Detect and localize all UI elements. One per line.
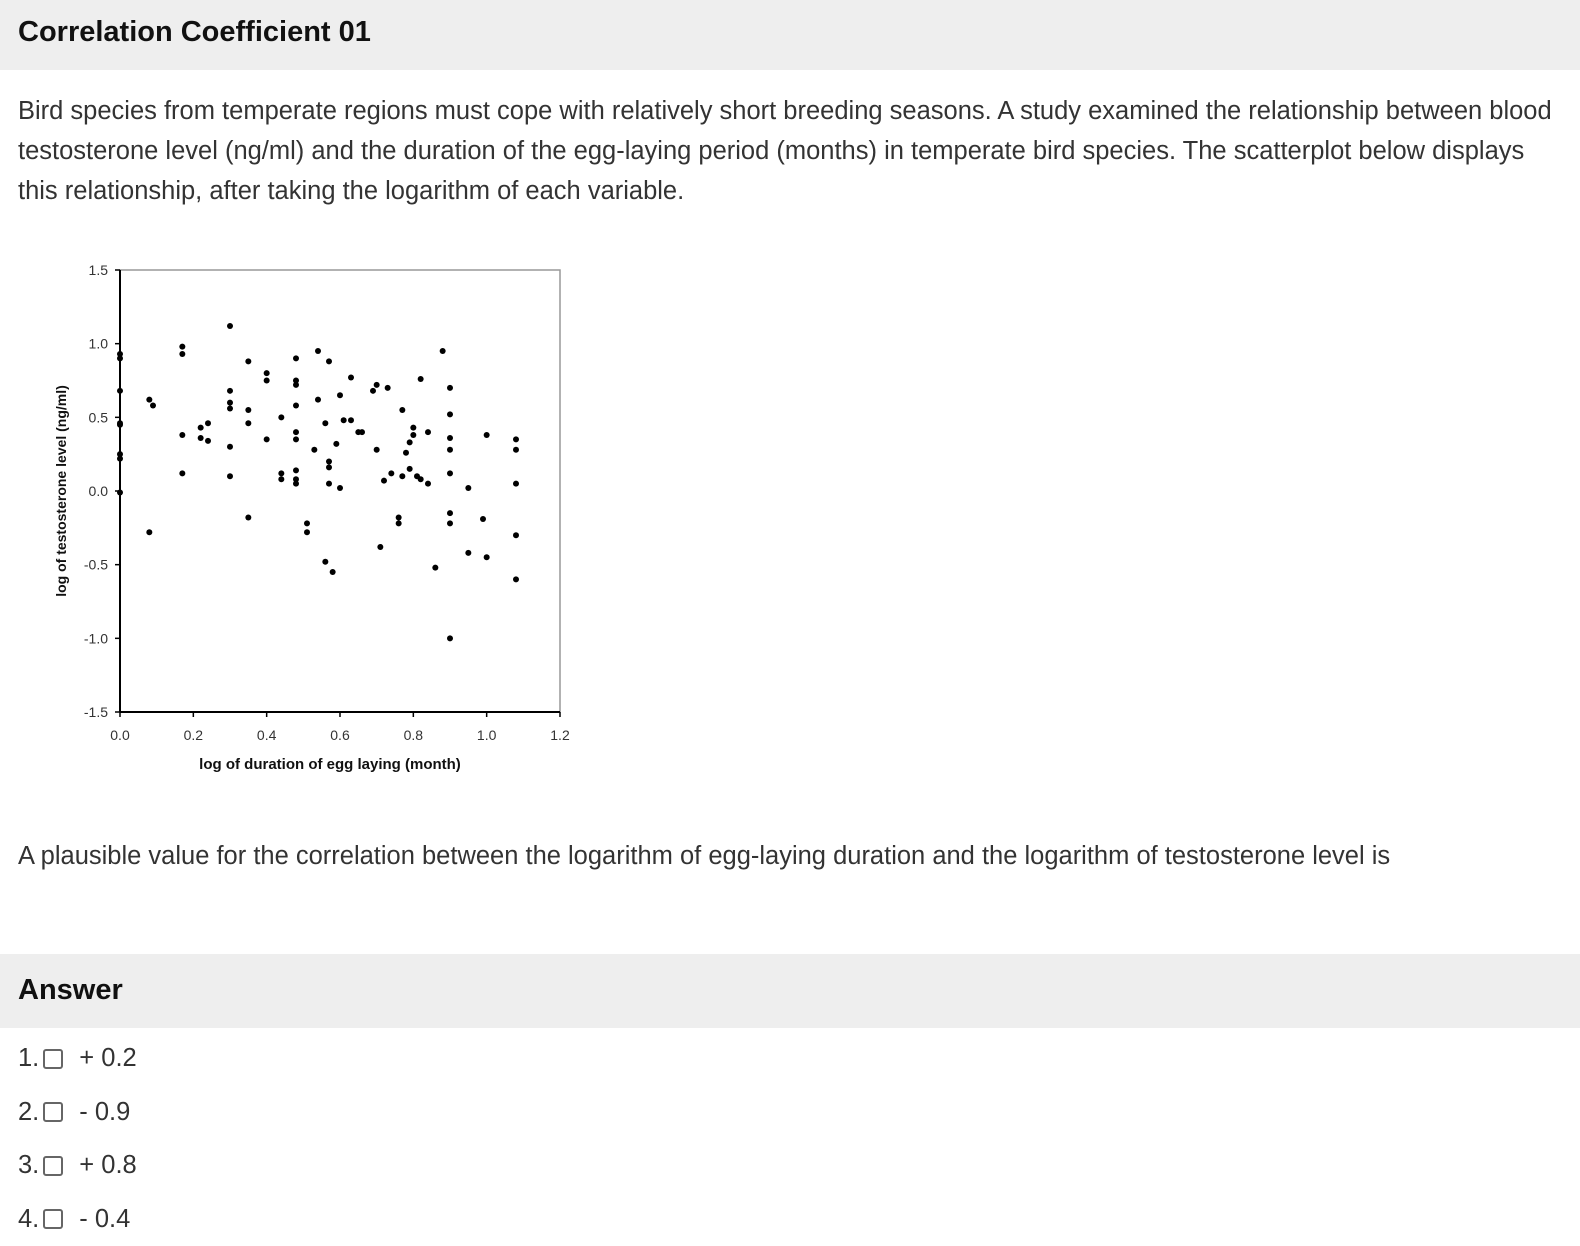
data-point (399, 473, 405, 479)
data-point (403, 450, 409, 456)
data-point (377, 544, 383, 550)
data-point (407, 466, 413, 472)
question-prompt: A plausible value for the correlation between the logarithm of egg-laying duration and the logarithm of testosterone level is (18, 842, 1391, 870)
data-point (278, 470, 284, 476)
data-point (447, 385, 453, 391)
data-point (245, 358, 251, 364)
data-point (117, 388, 123, 394)
checkbox[interactable] (43, 1209, 63, 1229)
data-point (513, 436, 519, 442)
checkbox[interactable] (43, 1102, 63, 1122)
data-point (341, 417, 347, 423)
x-tick-label: 0.8 (403, 727, 424, 743)
data-point (381, 478, 387, 484)
data-point (407, 439, 413, 445)
data-point (245, 407, 251, 413)
data-point (245, 420, 251, 426)
data-point (410, 425, 416, 431)
data-point (513, 576, 519, 582)
page-title: Correlation Coefficient 01 (18, 16, 371, 48)
data-point (388, 470, 394, 476)
y-tick-label: -1.0 (83, 630, 108, 647)
data-point (293, 355, 299, 361)
x-tick-label: 0.4 (256, 727, 277, 743)
data-point (513, 481, 519, 487)
y-tick-label: -1.5 (83, 704, 108, 720)
answer-option-2[interactable] (18, 1086, 137, 1140)
option-number: 2. (18, 1097, 40, 1126)
option-label: - 0.9 (79, 1097, 131, 1126)
data-point (315, 348, 321, 354)
data-point (322, 420, 328, 426)
x-tick-label: 0.0 (110, 727, 130, 743)
data-point (264, 436, 270, 442)
data-point (205, 438, 211, 444)
data-point (348, 375, 354, 381)
option-number: 4. (18, 1204, 40, 1233)
option-label: + 0.8 (79, 1151, 137, 1180)
data-point (337, 392, 343, 398)
data-point (146, 397, 152, 403)
title-bar (0, 0, 1580, 70)
data-point (322, 559, 328, 565)
data-point (447, 510, 453, 516)
data-point (447, 470, 453, 476)
data-point (304, 529, 310, 535)
data-point (359, 429, 365, 435)
data-point (396, 515, 402, 521)
answer-option-4[interactable] (18, 1193, 137, 1246)
question-intro: Bird species from temperate regions must cope with relatively short breeding seasons. A study examined the relationship between blood testosterone level (ng/ml) and the duration of the egg-laying period (months) in temperate bird species. The scatterplot below displays this relationship, after taking the logarithm of each variable. (18, 97, 1552, 205)
data-point (179, 344, 185, 350)
x-tick-label: 0.2 (183, 727, 204, 743)
data-point (484, 432, 490, 438)
answer-title: Answer (18, 974, 123, 1006)
data-point (278, 414, 284, 420)
data-point (410, 432, 416, 438)
answer-header (0, 954, 1580, 1028)
data-point (227, 323, 233, 329)
data-point (117, 355, 123, 361)
data-point (432, 565, 438, 571)
data-point (440, 348, 446, 354)
data-point (146, 529, 152, 535)
data-point (198, 435, 204, 441)
data-point (293, 481, 299, 487)
data-point (326, 358, 332, 364)
data-point (513, 447, 519, 453)
data-point (337, 485, 343, 491)
data-point (374, 382, 380, 388)
data-point (447, 520, 453, 526)
data-point (326, 481, 332, 487)
data-point (447, 635, 453, 641)
data-point (293, 429, 299, 435)
data-point (205, 420, 211, 426)
data-point (480, 516, 486, 522)
option-label: + 0.2 (79, 1044, 137, 1073)
data-point (198, 425, 204, 431)
x-tick-label: 1.2 (550, 727, 570, 743)
y-axis-label: log of testosterone level (ng/ml) (53, 385, 69, 597)
option-number: 3. (18, 1151, 40, 1180)
data-point (117, 451, 123, 457)
data-point (425, 429, 431, 435)
data-point (227, 388, 233, 394)
x-axis-label: log of duration of egg laying (month) (199, 756, 461, 773)
data-point (425, 481, 431, 487)
x-tick-label: 1.0 (476, 727, 497, 743)
data-point (179, 470, 185, 476)
data-point (179, 432, 185, 438)
x-tick-label: 0.6 (330, 727, 350, 743)
scatterplot (30, 250, 590, 790)
answer-option-1[interactable] (18, 1032, 137, 1086)
data-point (179, 351, 185, 357)
y-tick-label: 0.5 (88, 409, 108, 426)
data-point (227, 405, 233, 411)
data-point (330, 569, 336, 575)
data-point (418, 376, 424, 382)
data-point (465, 550, 471, 556)
data-point (293, 403, 299, 409)
y-tick-label: 1.0 (88, 335, 108, 352)
data-point (465, 485, 471, 491)
data-point (117, 422, 123, 428)
data-point (227, 400, 233, 406)
data-point (278, 476, 284, 482)
data-point (117, 489, 123, 495)
data-point (374, 447, 380, 453)
data-point (264, 378, 270, 384)
option-number: 1. (18, 1044, 40, 1073)
data-point (315, 397, 321, 403)
data-point (333, 441, 339, 447)
data-point (370, 388, 376, 394)
y-tick-label: 1.5 (88, 262, 108, 278)
data-point (245, 515, 251, 521)
answer-options (18, 1032, 137, 1246)
data-point (304, 520, 310, 526)
data-point (348, 417, 354, 423)
y-tick-label: -0.5 (83, 556, 108, 573)
y-tick-label: 0.0 (88, 483, 108, 499)
data-point (264, 370, 270, 376)
data-point (447, 435, 453, 441)
answer-option-3[interactable] (18, 1139, 137, 1193)
data-point (293, 436, 299, 442)
checkbox[interactable] (43, 1156, 63, 1176)
data-point (227, 444, 233, 450)
data-point (513, 532, 519, 538)
data-point (293, 467, 299, 473)
data-point (484, 554, 490, 560)
data-point (418, 476, 424, 482)
data-point (447, 447, 453, 453)
data-point (396, 520, 402, 526)
data-point (326, 464, 332, 470)
data-point (227, 473, 233, 479)
data-point (293, 382, 299, 388)
checkbox[interactable] (43, 1049, 63, 1069)
data-point (385, 385, 391, 391)
option-label: - 0.4 (79, 1204, 131, 1233)
data-point (447, 411, 453, 417)
data-point (399, 407, 405, 413)
data-point (326, 459, 332, 465)
data-point (311, 447, 317, 453)
data-point (150, 403, 156, 409)
